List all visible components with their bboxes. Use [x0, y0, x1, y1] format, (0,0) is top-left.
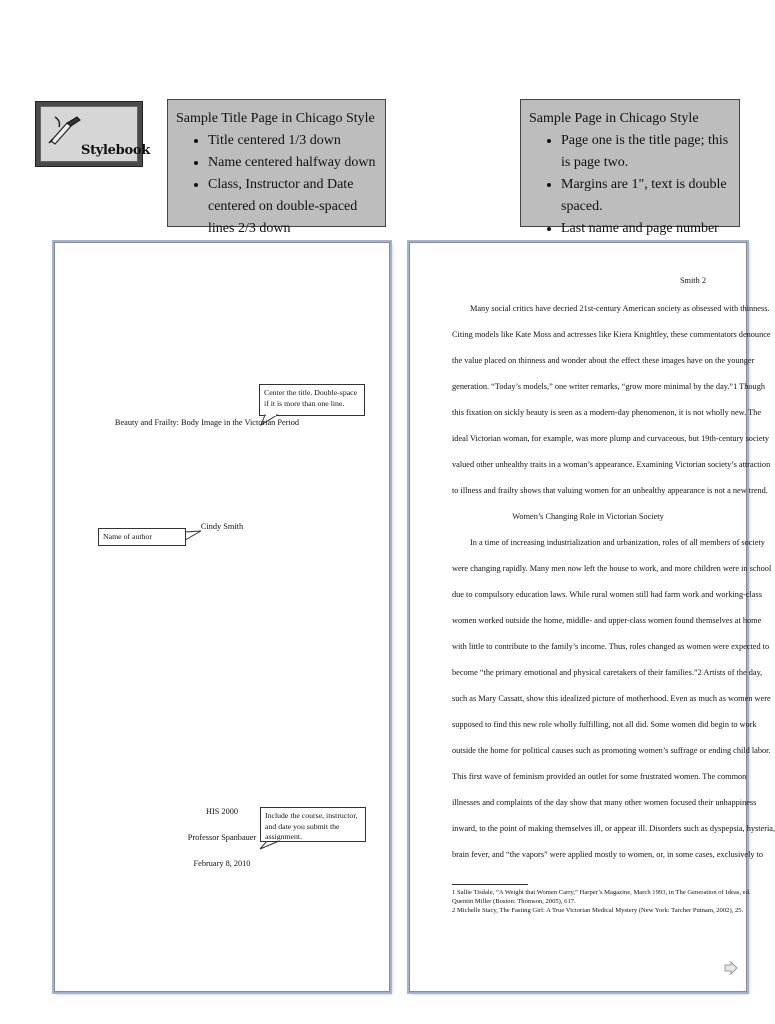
body-line: In a time of increasing industrialization and urbanization, roles of all members of society [470, 538, 765, 547]
body-line: valued other unhealthy traits in a woman’s appearance. Examining Victorian society’s attraction [452, 460, 771, 469]
body-line: such as Mary Cassatt, show this idealized picture of motherhood. Even as much as women were [452, 694, 771, 703]
body-line: illnesses and complaints of the day show that many other women focused their unhappiness [452, 798, 757, 807]
date: February 8, 2010 [193, 859, 251, 868]
body-line: become “the primary emotional and physical caretakers of their families.”2 Artists of the day, [452, 668, 763, 677]
body-line: were changing rapidly. Many men now left the house to work, and more children were in school [452, 564, 772, 573]
body-line: due to compulsory education laws. While rural women still had farm work and working-class [452, 590, 762, 599]
body-line: generation. “Today’s models,” one writer remarks, “grow more minimal by the day.”1 Though [452, 382, 765, 391]
callout-item: • Title centered 1/3 down [208, 130, 385, 152]
stylebook-logo [35, 101, 150, 167]
body-line: this fixation on sickly beauty is seen as a modern-day phenomenon, it is not wholly new. The [452, 408, 762, 417]
logo-text: Stylebook [81, 143, 150, 158]
body-line: supposed to find this new role wholly fulfilling, not all did. Some women did begin to work [452, 720, 757, 729]
callout-title: Sample Page in Chicago Style [529, 111, 699, 126]
running-header: Smith 2 [679, 276, 706, 285]
course: HIS 2000 [205, 807, 239, 816]
pen-icon [47, 113, 87, 147]
logo-panel [40, 106, 150, 162]
paper-title: Beauty and Frailty: Body Image in the Victorian Period [114, 418, 300, 427]
title-page-sample [54, 242, 390, 992]
author-name: Cindy Smith [200, 522, 244, 531]
body-line: brain fever, and “the vapors” were applied mostly to women, or, in some cases, exclusively to [452, 850, 764, 859]
body-line: inward, to the point of making themselves ill, or appear ill. Disorders such as dyspepsia, hysteria, [452, 824, 775, 833]
callout-title: Sample Title Page in Chicago Style [176, 111, 375, 126]
sample-page-two [409, 242, 775, 992]
callout-item: • Last name and page number [561, 218, 739, 262]
callout-item: • Margins are 1", text is double spaced. [561, 174, 739, 218]
callout-item: • Name centered halfway down [208, 152, 385, 174]
callout-item: • Page one is the title page; this is page two. [561, 130, 739, 174]
callout-pointers [55, 243, 389, 991]
footnote-rule [452, 884, 528, 885]
body-line: to illness and frailty shows that valuing women for an unhealthy appearance is not a new trend. [452, 486, 768, 495]
note-course: Include the course, instructor, and date you submit the assignment. [260, 807, 366, 842]
callout-item: • Class, Instructor and Date centered on double-spaced lines 2/3 down [208, 174, 385, 240]
sample-page-callout [520, 99, 740, 236]
footnote: 2 Michelle Stacy, The Fasting Girl: A True Victorian Medical Mystery (New York: Tarcher Putnam, 2002), 25. [452, 907, 744, 914]
body-line: This first wave of feminism provided an outlet for some frustrated women. The common [452, 772, 747, 781]
next-arrow-icon[interactable] [724, 961, 738, 975]
callout-list [168, 130, 385, 240]
title-page-callout [167, 99, 386, 236]
instructor: Professor Spanbauer [187, 833, 257, 842]
body-line: ideal Victorian woman, for example, was more plump and curvaceous, but 19th-century society [452, 434, 770, 443]
body-line: women worked outside the home, middle- and upper-class women found themselves at home [452, 616, 762, 625]
body-line: outside the home for political causes such as promoting women’s suffrage or ending child labor. [452, 746, 771, 755]
footnote: Quentin Miller (Boston: Thomson, 2005), 617. [452, 898, 576, 905]
note-title: Center the title. Double-space if it is more than one line. [259, 384, 365, 416]
note-author: Name of author [98, 528, 186, 546]
body-line: Citing models like Kate Moss and actresses like Kiera Knightley, these commentators denounce [452, 330, 771, 339]
body-line: the value placed on thinness and wonder about the effect these images have on the younger [452, 356, 755, 365]
footnote: 1 Sallie Tisdale, “A Weight that Women Carry,” Harper’s Magazine, March 1993, in The Generation of Ideas, ed. [452, 889, 751, 896]
section-heading: Women’s Changing Role in Victorian Society [512, 512, 664, 521]
body-line: with little to contribute to the family’s income. Thus, roles changed as women were expected to [452, 642, 770, 651]
body-line: Many social critics have decried 21st-century American society as obsessed with thinness. [470, 304, 770, 313]
